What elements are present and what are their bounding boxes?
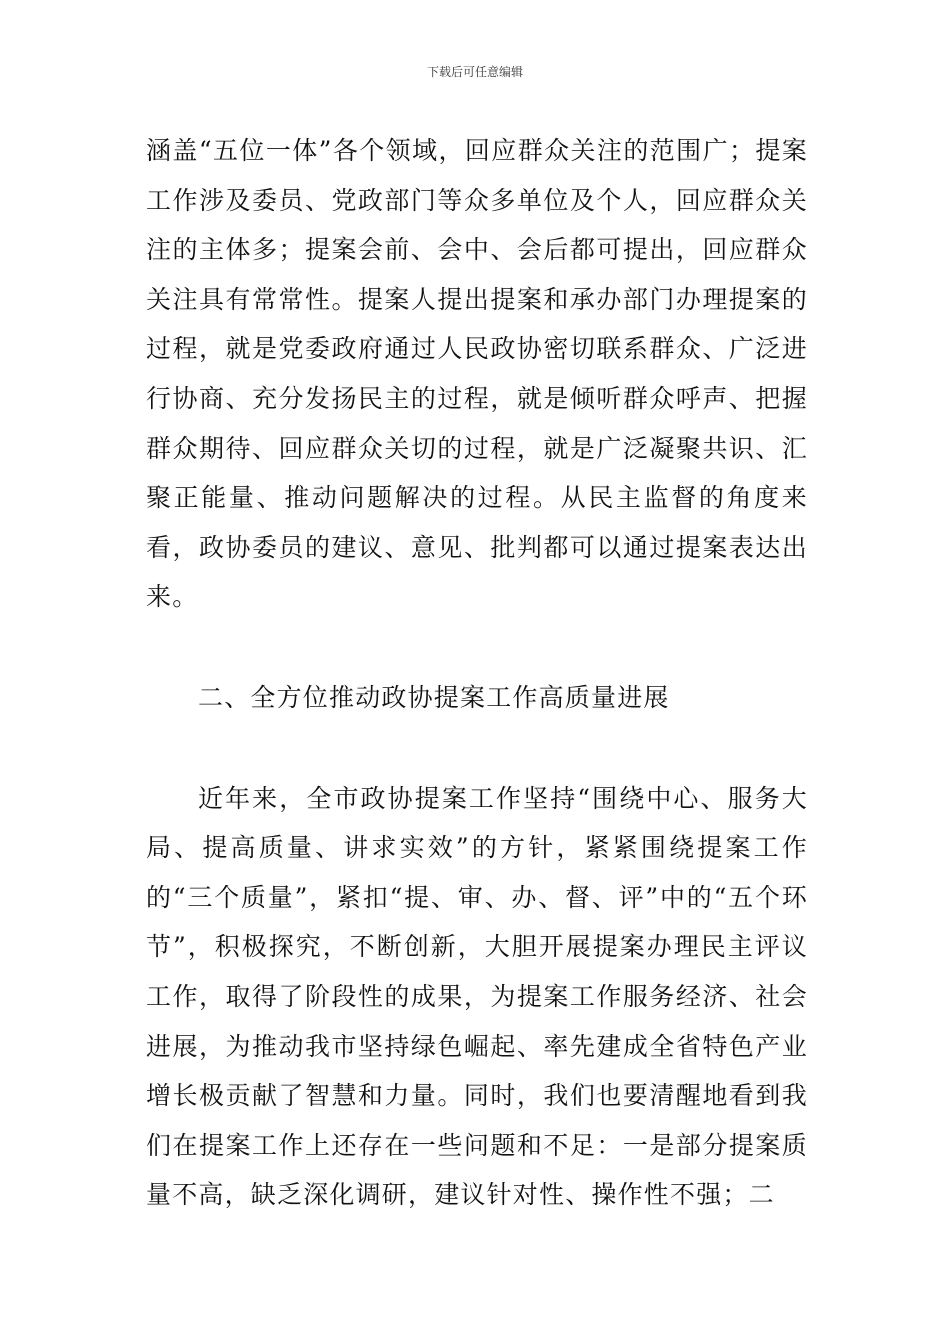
- body-paragraph: 近年来，全市政协提案工作坚持“围绕中心、服务大局、提高质量、讲求实效”的方针，紧紧围绕提案工作的“三个质量”，紧扣“提、审、办、督、评”中的“五个环节”，积极探究，不断创新，大胆开展提案办理民主评议工作，取得了阶段性的成果，为提案工作服务经济、社会进展，为推动我市坚持绿色崛起、率先建成全省特色产业增长极贡献了智慧和力量。同时，我们也要清醒地看到我们在提案工作上还存在一些问题和不足：一是部分提案质量不高，缺乏深化调研，建议针对性、操作性不强；二: [146, 783, 808, 1210]
- page-header: 下载后可任意编辑: [426, 65, 523, 79]
- document-body: [146, 126, 808, 1220]
- body-paragraph-continued: 涵盖“五位一体”各个领域，回应群众关注的范围广；提案工作涉及委员、党政部门等众多单位及个人，回应群众关注的主体多；提案会前、会中、会后都可提出，回应群众关注具有常常性。提案人提出提案和承办部门办理提案的过程，就是党委政府通过人民政协密切联系群众、广泛进行协商、充分发扬民主的过程，就是倾听群众呼声、把握群众期待、回应群众关切的过程，就是广泛凝聚共识、汇聚正能量、推动问题解决的过程。从民主监督的角度来看，政协委员的建议、意见、批判都可以通过提案表达出来。: [146, 136, 808, 612]
- paragraph-spacer: [146, 622, 808, 673]
- section-heading: 二、全方位推动政协提案工作高质量进展: [198, 682, 670, 712]
- paragraph-spacer: [146, 723, 808, 774]
